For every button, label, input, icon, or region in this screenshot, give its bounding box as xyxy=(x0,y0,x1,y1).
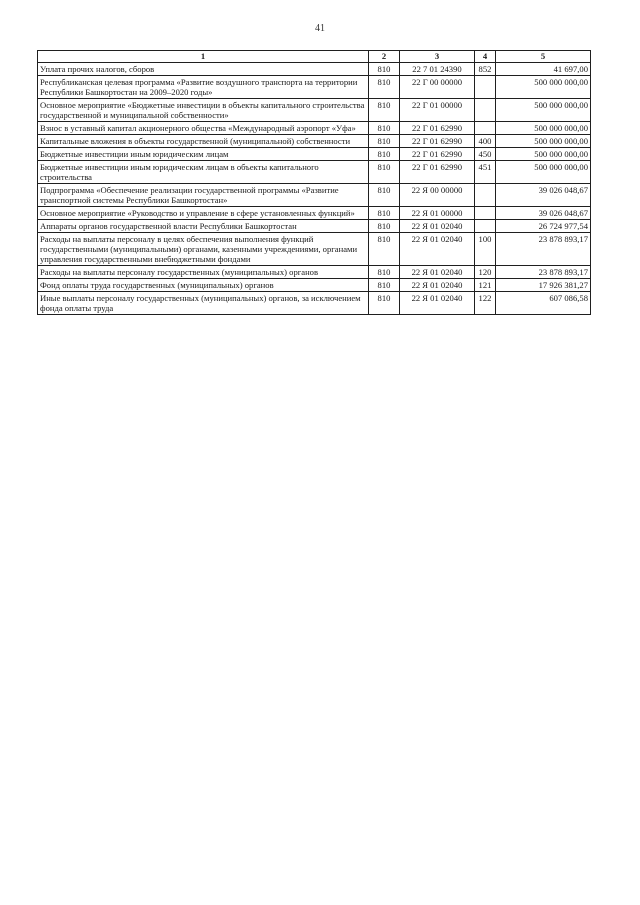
amount-cell: 23 878 893,17 xyxy=(496,266,591,279)
target-code-cell: 22 Я 01 02040 xyxy=(400,292,475,315)
target-code-cell: 22 Я 01 00000 xyxy=(400,207,475,220)
table-row xyxy=(38,233,591,266)
amount-cell: 23 878 893,17 xyxy=(496,233,591,266)
expense-type-cell: 100 xyxy=(475,233,496,266)
expense-type-cell xyxy=(475,207,496,220)
target-code-cell: 22 Г 01 62990 xyxy=(400,148,475,161)
row-name-cell: Бюджетные инвестиции иным юридическим лицам в объекты капитального строительства xyxy=(38,161,369,184)
page-number: 41 xyxy=(315,23,325,34)
target-code-cell: 22 Г 01 62990 xyxy=(400,161,475,184)
amount-cell: 39 026 048,67 xyxy=(496,207,591,220)
row-name-cell: Аппараты органов государственной власти Республики Башкортостан xyxy=(38,220,369,233)
table-row xyxy=(38,76,591,99)
expense-type-cell xyxy=(475,76,496,99)
amount-cell: 41 697,00 xyxy=(496,63,591,76)
expense-type-cell: 451 xyxy=(475,161,496,184)
amount-cell: 500 000 000,00 xyxy=(496,99,591,122)
table-row xyxy=(38,279,591,292)
table-row xyxy=(38,266,591,279)
header-col-5: 5 xyxy=(496,51,591,63)
grbs-cell: 810 xyxy=(369,184,400,207)
target-code-cell: 22 Я 01 02040 xyxy=(400,266,475,279)
table-row xyxy=(38,122,591,135)
expense-type-cell xyxy=(475,122,496,135)
row-name-cell: Взнос в уставный капитал акционерного общества «Международный аэропорт «Уфа» xyxy=(38,122,369,135)
target-code-cell: 22 Г 01 00000 xyxy=(400,99,475,122)
amount-cell: 500 000 000,00 xyxy=(496,148,591,161)
row-name-cell: Фонд оплаты труда государственных (муниципальных) органов xyxy=(38,279,369,292)
header-col-3: 3 xyxy=(400,51,475,63)
amount-cell: 500 000 000,00 xyxy=(496,161,591,184)
expense-type-cell: 400 xyxy=(475,135,496,148)
table-row xyxy=(38,207,591,220)
row-name-cell: Республиканская целевая программа «Развитие воздушного транспорта на территории Республики Башкортостан на 2009–2020 годы» xyxy=(38,76,369,99)
target-code-cell: 22 Г 00 00000 xyxy=(400,76,475,99)
header-col-1: 1 xyxy=(38,51,369,63)
amount-cell: 39 026 048,67 xyxy=(496,184,591,207)
table-row xyxy=(38,63,591,76)
expense-type-cell: 852 xyxy=(475,63,496,76)
target-code-cell: 22 7 01 24390 xyxy=(400,63,475,76)
row-name-cell: Подпрограмма «Обеспечение реализации государственной программы «Развитие транспортной системы Республики Башкортостан» xyxy=(38,184,369,207)
grbs-cell: 810 xyxy=(369,292,400,315)
budget-table xyxy=(37,50,591,315)
amount-cell: 17 926 381,27 xyxy=(496,279,591,292)
grbs-cell: 810 xyxy=(369,266,400,279)
row-name-cell: Иные выплаты персоналу государственных (муниципальных) органов, за исключением фонда оплаты труда xyxy=(38,292,369,315)
table-row xyxy=(38,161,591,184)
row-name-cell: Основное мероприятие «Руководство и управление в сфере установленных функций» xyxy=(38,207,369,220)
grbs-cell: 810 xyxy=(369,122,400,135)
target-code-cell: 22 Я 01 02040 xyxy=(400,279,475,292)
target-code-cell: 22 Г 01 62990 xyxy=(400,122,475,135)
expense-type-cell: 120 xyxy=(475,266,496,279)
amount-cell: 500 000 000,00 xyxy=(496,122,591,135)
header-col-2: 2 xyxy=(369,51,400,63)
amount-cell: 500 000 000,00 xyxy=(496,76,591,99)
grbs-cell: 810 xyxy=(369,207,400,220)
header-col-4: 4 xyxy=(475,51,496,63)
grbs-cell: 810 xyxy=(369,279,400,292)
expense-type-cell xyxy=(475,220,496,233)
expense-type-cell xyxy=(475,99,496,122)
amount-cell: 607 086,58 xyxy=(496,292,591,315)
row-name-cell: Капитальные вложения в объекты государственной (муниципальной) собственности xyxy=(38,135,369,148)
expense-type-cell xyxy=(475,184,496,207)
grbs-cell: 810 xyxy=(369,161,400,184)
expense-type-cell: 121 xyxy=(475,279,496,292)
table-row xyxy=(38,292,591,315)
grbs-cell: 810 xyxy=(369,148,400,161)
target-code-cell: 22 Я 01 02040 xyxy=(400,220,475,233)
grbs-cell: 810 xyxy=(369,99,400,122)
target-code-cell: 22 Я 00 00000 xyxy=(400,184,475,207)
amount-cell: 500 000 000,00 xyxy=(496,135,591,148)
header-row xyxy=(38,51,591,63)
grbs-cell: 810 xyxy=(369,63,400,76)
row-name-cell: Уплата прочих налогов, сборов xyxy=(38,63,369,76)
amount-cell: 26 724 977,54 xyxy=(496,220,591,233)
table-row xyxy=(38,220,591,233)
row-name-cell: Бюджетные инвестиции иным юридическим лицам xyxy=(38,148,369,161)
table-row xyxy=(38,184,591,207)
expense-type-cell: 122 xyxy=(475,292,496,315)
target-code-cell: 22 Я 01 02040 xyxy=(400,233,475,266)
grbs-cell: 810 xyxy=(369,220,400,233)
table-row xyxy=(38,99,591,122)
grbs-cell: 810 xyxy=(369,76,400,99)
table-row xyxy=(38,148,591,161)
expense-type-cell: 450 xyxy=(475,148,496,161)
grbs-cell: 810 xyxy=(369,135,400,148)
grbs-cell: 810 xyxy=(369,233,400,266)
row-name-cell: Расходы на выплаты персоналу государственных (муниципальных) органов xyxy=(38,266,369,279)
row-name-cell: Расходы на выплаты персоналу в целях обеспечения выполнения функций государственными (муниципальными) органами, казенными учреждениями, органами управления государственными внебюджетными фондами xyxy=(38,233,369,266)
table-row xyxy=(38,135,591,148)
target-code-cell: 22 Г 01 62990 xyxy=(400,135,475,148)
row-name-cell: Основное мероприятие «Бюджетные инвестиции в объекты капитального строительства государственной и муниципальной собственности» xyxy=(38,99,369,122)
